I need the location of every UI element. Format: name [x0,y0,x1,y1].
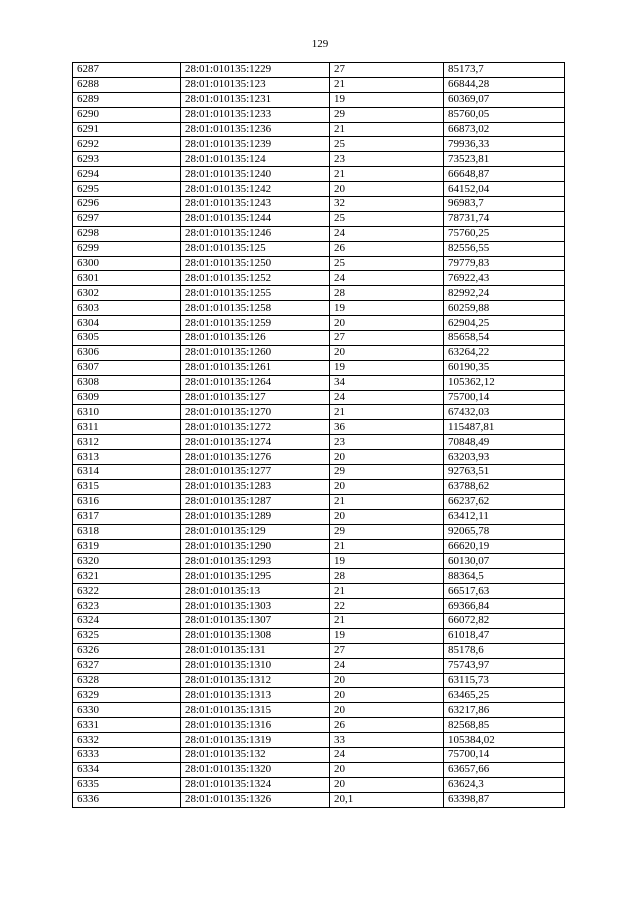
table-row [73,122,565,137]
cadastral-number-cell: 28:01:010135:13 [181,584,330,599]
cadastral-number-cell: 28:01:010135:1293 [181,554,330,569]
value-cell: 63788,62 [444,479,565,494]
row-number-cell: 6307 [73,360,181,375]
value-cell: 60259,88 [444,301,565,316]
value-cell: 64152,04 [444,182,565,197]
row-number-cell: 6313 [73,450,181,465]
area-cell: 19 [330,628,444,643]
table-row [73,613,565,628]
cadastral-number-cell: 28:01:010135:124 [181,152,330,167]
area-cell: 32 [330,197,444,212]
value-cell: 66517,63 [444,584,565,599]
cadastral-number-cell: 28:01:010135:1246 [181,226,330,241]
table-row [73,390,565,405]
table-row [73,301,565,316]
table-row [73,703,565,718]
table-row [73,792,565,807]
value-cell: 60190,35 [444,360,565,375]
area-cell: 36 [330,420,444,435]
row-number-cell: 6309 [73,390,181,405]
area-cell: 27 [330,63,444,78]
cadastral-number-cell: 28:01:010135:1295 [181,569,330,584]
table-row [73,762,565,777]
area-cell: 20 [330,316,444,331]
area-cell: 24 [330,747,444,762]
row-number-cell: 6287 [73,63,181,78]
value-cell: 67432,03 [444,405,565,420]
row-number-cell: 6298 [73,226,181,241]
row-number-cell: 6327 [73,658,181,673]
area-cell: 20,1 [330,792,444,807]
area-cell: 25 [330,137,444,152]
cadastral-number-cell: 28:01:010135:1272 [181,420,330,435]
area-cell: 21 [330,167,444,182]
table-row [73,509,565,524]
table-row [73,286,565,301]
cadastral-number-cell: 28:01:010135:1242 [181,182,330,197]
cadastral-number-cell: 28:01:010135:1258 [181,301,330,316]
area-cell: 19 [330,301,444,316]
area-cell: 20 [330,703,444,718]
area-cell: 21 [330,494,444,509]
area-cell: 20 [330,450,444,465]
page-number: 129 [311,38,329,50]
row-number-cell: 6288 [73,77,181,92]
area-cell: 25 [330,211,444,226]
row-number-cell: 6312 [73,435,181,450]
table-row [73,747,565,762]
value-cell: 105384,02 [444,733,565,748]
table-row [73,345,565,360]
cadastral-number-cell: 28:01:010135:1252 [181,271,330,286]
table-row [73,718,565,733]
row-number-cell: 6330 [73,703,181,718]
table-row [73,77,565,92]
table-row [73,226,565,241]
value-cell: 85178,6 [444,643,565,658]
table-row [73,465,565,480]
registry-table [72,62,565,808]
cadastral-number-cell: 28:01:010135:1313 [181,688,330,703]
area-cell: 21 [330,584,444,599]
area-cell: 20 [330,182,444,197]
cadastral-number-cell: 28:01:010135:1307 [181,613,330,628]
row-number-cell: 6290 [73,107,181,122]
area-cell: 27 [330,331,444,346]
table-row [73,152,565,167]
table-row [73,524,565,539]
row-number-cell: 6316 [73,494,181,509]
value-cell: 60130,07 [444,554,565,569]
area-cell: 29 [330,524,444,539]
row-number-cell: 6296 [73,197,181,212]
area-cell: 19 [330,554,444,569]
value-cell: 82992,24 [444,286,565,301]
cadastral-number-cell: 28:01:010135:131 [181,643,330,658]
value-cell: 63412,11 [444,509,565,524]
table-row [73,375,565,390]
area-cell: 20 [330,762,444,777]
value-cell: 70848,49 [444,435,565,450]
cadastral-number-cell: 28:01:010135:1229 [181,63,330,78]
cadastral-number-cell: 28:01:010135:1290 [181,539,330,554]
area-cell: 21 [330,405,444,420]
row-number-cell: 6315 [73,479,181,494]
area-cell: 29 [330,465,444,480]
cadastral-number-cell: 28:01:010135:1276 [181,450,330,465]
table-row [73,658,565,673]
area-cell: 21 [330,539,444,554]
value-cell: 78731,74 [444,211,565,226]
area-cell: 22 [330,599,444,614]
cadastral-number-cell: 28:01:010135:1255 [181,286,330,301]
row-number-cell: 6304 [73,316,181,331]
table-row [73,197,565,212]
row-number-cell: 6326 [73,643,181,658]
value-cell: 66072,82 [444,613,565,628]
row-number-cell: 6294 [73,167,181,182]
table-row [73,167,565,182]
cadastral-number-cell: 28:01:010135:1316 [181,718,330,733]
area-cell: 34 [330,375,444,390]
table-row [73,733,565,748]
row-number-cell: 6311 [73,420,181,435]
table-row [73,569,565,584]
value-cell: 88364,5 [444,569,565,584]
cadastral-number-cell: 28:01:010135:123 [181,77,330,92]
value-cell: 63624,3 [444,777,565,792]
value-cell: 82568,85 [444,718,565,733]
row-number-cell: 6306 [73,345,181,360]
cadastral-number-cell: 28:01:010135:1233 [181,107,330,122]
area-cell: 24 [330,390,444,405]
cadastral-number-cell: 28:01:010135:1236 [181,122,330,137]
table-row [73,539,565,554]
table-row [73,256,565,271]
area-cell: 28 [330,569,444,584]
area-cell: 20 [330,777,444,792]
area-cell: 21 [330,613,444,628]
table-row [73,643,565,658]
area-cell: 21 [330,77,444,92]
cadastral-number-cell: 28:01:010135:1274 [181,435,330,450]
row-number-cell: 6303 [73,301,181,316]
area-cell: 20 [330,673,444,688]
table-row [73,479,565,494]
row-number-cell: 6314 [73,465,181,480]
table-row [73,316,565,331]
area-cell: 26 [330,241,444,256]
cadastral-number-cell: 28:01:010135:1260 [181,345,330,360]
cadastral-number-cell: 28:01:010135:1250 [181,256,330,271]
table-row [73,494,565,509]
cadastral-number-cell: 28:01:010135:1289 [181,509,330,524]
value-cell: 66844,28 [444,77,565,92]
value-cell: 75743,97 [444,658,565,673]
registry-table-body [73,63,565,808]
cadastral-number-cell: 28:01:010135:125 [181,241,330,256]
area-cell: 20 [330,345,444,360]
cadastral-number-cell: 28:01:010135:1231 [181,92,330,107]
table-row [73,137,565,152]
row-number-cell: 6297 [73,211,181,226]
area-cell: 25 [330,256,444,271]
value-cell: 63465,25 [444,688,565,703]
cadastral-number-cell: 28:01:010135:1287 [181,494,330,509]
table-row [73,405,565,420]
area-cell: 29 [330,107,444,122]
cadastral-number-cell: 28:01:010135:1270 [181,405,330,420]
value-cell: 85658,54 [444,331,565,346]
area-cell: 20 [330,509,444,524]
cadastral-number-cell: 28:01:010135:1308 [181,628,330,643]
area-cell: 24 [330,271,444,286]
area-cell: 21 [330,122,444,137]
area-cell: 24 [330,226,444,241]
row-number-cell: 6289 [73,92,181,107]
value-cell: 63203,93 [444,450,565,465]
table-row [73,107,565,122]
table-row [73,584,565,599]
cadastral-number-cell: 28:01:010135:1277 [181,465,330,480]
value-cell: 73523,81 [444,152,565,167]
cadastral-number-cell: 28:01:010135:126 [181,331,330,346]
row-number-cell: 6336 [73,792,181,807]
cadastral-number-cell: 28:01:010135:1319 [181,733,330,748]
cadastral-number-cell: 28:01:010135:1310 [181,658,330,673]
value-cell: 62904,25 [444,316,565,331]
table-row [73,599,565,614]
table-row [73,777,565,792]
value-cell: 63217,86 [444,703,565,718]
cadastral-number-cell: 28:01:010135:1239 [181,137,330,152]
table-row [73,211,565,226]
area-cell: 20 [330,479,444,494]
table-row [73,450,565,465]
area-cell: 20 [330,688,444,703]
row-number-cell: 6325 [73,628,181,643]
table-row [73,271,565,286]
row-number-cell: 6301 [73,271,181,286]
area-cell: 28 [330,286,444,301]
table-row [73,435,565,450]
row-number-cell: 6293 [73,152,181,167]
cadastral-number-cell: 28:01:010135:1283 [181,479,330,494]
cadastral-number-cell: 28:01:010135:1303 [181,599,330,614]
value-cell: 92065,78 [444,524,565,539]
cadastral-number-cell: 28:01:010135:127 [181,390,330,405]
cadastral-number-cell: 28:01:010135:1240 [181,167,330,182]
area-cell: 19 [330,92,444,107]
table-row [73,182,565,197]
table-row [73,241,565,256]
cadastral-number-cell: 28:01:010135:1312 [181,673,330,688]
value-cell: 79936,33 [444,137,565,152]
value-cell: 75760,25 [444,226,565,241]
value-cell: 79779,83 [444,256,565,271]
row-number-cell: 6329 [73,688,181,703]
row-number-cell: 6323 [73,599,181,614]
value-cell: 82556,55 [444,241,565,256]
cadastral-number-cell: 28:01:010135:1324 [181,777,330,792]
row-number-cell: 6302 [73,286,181,301]
row-number-cell: 6335 [73,777,181,792]
value-cell: 63657,66 [444,762,565,777]
value-cell: 69366,84 [444,599,565,614]
cadastral-number-cell: 28:01:010135:1315 [181,703,330,718]
row-number-cell: 6328 [73,673,181,688]
value-cell: 75700,14 [444,390,565,405]
cadastral-number-cell: 28:01:010135:1259 [181,316,330,331]
row-number-cell: 6331 [73,718,181,733]
value-cell: 105362,12 [444,375,565,390]
row-number-cell: 6295 [73,182,181,197]
row-number-cell: 6305 [73,331,181,346]
row-number-cell: 6334 [73,762,181,777]
table-row [73,688,565,703]
row-number-cell: 6291 [73,122,181,137]
value-cell: 85760,05 [444,107,565,122]
area-cell: 19 [330,360,444,375]
row-number-cell: 6332 [73,733,181,748]
value-cell: 66237,62 [444,494,565,509]
value-cell: 96983,7 [444,197,565,212]
row-number-cell: 6333 [73,747,181,762]
cadastral-number-cell: 28:01:010135:1261 [181,360,330,375]
value-cell: 115487,81 [444,420,565,435]
table-row [73,331,565,346]
area-cell: 23 [330,152,444,167]
row-number-cell: 6322 [73,584,181,599]
value-cell: 61018,47 [444,628,565,643]
cadastral-number-cell: 28:01:010135:1244 [181,211,330,226]
table-row [73,63,565,78]
cadastral-number-cell: 28:01:010135:1326 [181,792,330,807]
table-row [73,420,565,435]
value-cell: 85173,7 [444,63,565,78]
row-number-cell: 6320 [73,554,181,569]
row-number-cell: 6317 [73,509,181,524]
row-number-cell: 6308 [73,375,181,390]
value-cell: 75700,14 [444,747,565,762]
cadastral-number-cell: 28:01:010135:132 [181,747,330,762]
row-number-cell: 6319 [73,539,181,554]
row-number-cell: 6324 [73,613,181,628]
area-cell: 33 [330,733,444,748]
value-cell: 63264,22 [444,345,565,360]
value-cell: 76922,43 [444,271,565,286]
area-cell: 23 [330,435,444,450]
row-number-cell: 6300 [73,256,181,271]
area-cell: 27 [330,643,444,658]
area-cell: 26 [330,718,444,733]
row-number-cell: 6310 [73,405,181,420]
table-row [73,628,565,643]
value-cell: 60369,07 [444,92,565,107]
table-row [73,554,565,569]
row-number-cell: 6292 [73,137,181,152]
value-cell: 66620,19 [444,539,565,554]
value-cell: 66873,02 [444,122,565,137]
table-row [73,673,565,688]
row-number-cell: 6318 [73,524,181,539]
table-row [73,92,565,107]
value-cell: 66648,87 [444,167,565,182]
area-cell: 24 [330,658,444,673]
row-number-cell: 6321 [73,569,181,584]
table-row [73,360,565,375]
cadastral-number-cell: 28:01:010135:1264 [181,375,330,390]
row-number-cell: 6299 [73,241,181,256]
value-cell: 63398,87 [444,792,565,807]
cadastral-number-cell: 28:01:010135:1243 [181,197,330,212]
value-cell: 92763,51 [444,465,565,480]
value-cell: 63115,73 [444,673,565,688]
cadastral-number-cell: 28:01:010135:129 [181,524,330,539]
cadastral-number-cell: 28:01:010135:1320 [181,762,330,777]
